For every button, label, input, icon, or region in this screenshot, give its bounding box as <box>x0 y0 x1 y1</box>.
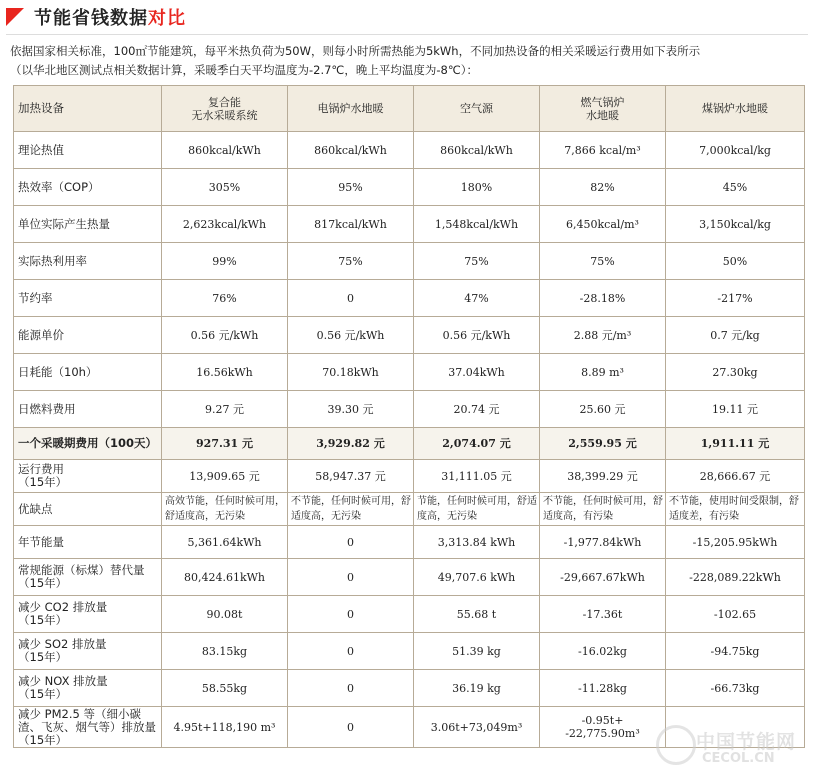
table-cell: -66.73kg <box>666 670 805 707</box>
table-cell: 3,929.82 元 <box>288 428 414 460</box>
table-cell: 49,707.6 kWh <box>414 559 540 596</box>
table-cell: 0 <box>288 280 414 317</box>
table-cell: 58,947.37 元 <box>288 460 414 493</box>
table-row <box>14 206 805 243</box>
table-cell: 38,399.29 元 <box>540 460 666 493</box>
header-cell-device: 电锅炉水地暖 <box>288 86 414 132</box>
row-label: 热效率（COP） <box>14 169 162 206</box>
table-cell: -228,089.22kWh <box>666 559 805 596</box>
intro-line-2: （以华北地区测试点相关数据计算，采暖季白天平均温度为-2.7℃，晚上平均温度为-8℃）： <box>10 63 478 77</box>
table-row <box>14 169 805 206</box>
table-row <box>14 460 805 493</box>
comparison-table <box>13 85 805 748</box>
table-cell: 0.56 元/kWh <box>288 317 414 354</box>
table-cell: 37.04kWh <box>414 354 540 391</box>
table-cell: 305% <box>162 169 288 206</box>
table-cell: 76% <box>162 280 288 317</box>
table-cell: 3,150kcal/kg <box>666 206 805 243</box>
table-cell: 817kcal/kWh <box>288 206 414 243</box>
row-label: 实际热利用率 <box>14 243 162 280</box>
table-cell: 2.88 元/m³ <box>540 317 666 354</box>
table-cell: 860kcal/kWh <box>414 132 540 169</box>
row-label: 一个采暖期费用（100天） <box>14 428 162 460</box>
table-cell: 0 <box>288 596 414 633</box>
table-cell: 55.68 t <box>414 596 540 633</box>
row-label: 理论热值 <box>14 132 162 169</box>
table-cell: 13,909.65 元 <box>162 460 288 493</box>
table-cell: 36.19 kg <box>414 670 540 707</box>
table-cell: -15,205.95kWh <box>666 526 805 559</box>
watermark-logo <box>656 721 806 773</box>
table-cell: 不节能，使用时间受限制，舒适度差，有污染 <box>666 493 805 526</box>
table-cell: 9.27 元 <box>162 391 288 428</box>
table-cell: 3,313.84 kWh <box>414 526 540 559</box>
table-cell: 39.30 元 <box>288 391 414 428</box>
table-cell: 16.56kWh <box>162 354 288 391</box>
table-cell: -11.28kg <box>540 670 666 707</box>
table-cell: 99% <box>162 243 288 280</box>
table-cell: 50% <box>666 243 805 280</box>
triangle-marker-icon <box>6 8 24 26</box>
table-cell: 70.18kWh <box>288 354 414 391</box>
table-row <box>14 354 805 391</box>
table-cell: -1,977.84kWh <box>540 526 666 559</box>
table-cell: 4.95t+118,190 m³ <box>162 707 288 748</box>
table-row <box>14 493 805 526</box>
header-cell-label: 加热设备 <box>14 86 162 132</box>
table-cell: 51.39 kg <box>414 633 540 670</box>
table-cell: -17.36t <box>540 596 666 633</box>
table-cell: 不节能，任何时候可用，舒适度高，无污染 <box>288 493 414 526</box>
table-cell: 0 <box>288 707 414 748</box>
table-cell: 95% <box>288 169 414 206</box>
table-cell: 25.60 元 <box>540 391 666 428</box>
table-cell: 不节能，任何时候可用，舒适度高，有污染 <box>540 493 666 526</box>
table-row <box>14 670 805 707</box>
table-cell: 0 <box>288 633 414 670</box>
table-cell: 90.08t <box>162 596 288 633</box>
table-cell: 75% <box>414 243 540 280</box>
title-accent: 对比 <box>148 8 186 29</box>
table-cell: 0.7 元/kg <box>666 317 805 354</box>
watermark-url: CECOL.CN <box>702 751 775 766</box>
table-cell: 1,548kcal/kWh <box>414 206 540 243</box>
table-cell: 5,361.64kWh <box>162 526 288 559</box>
table-cell: 0 <box>288 526 414 559</box>
table-row <box>14 596 805 633</box>
table-cell: 75% <box>288 243 414 280</box>
table-cell: 83.15kg <box>162 633 288 670</box>
row-label: 运行费用 （15年） <box>14 460 162 493</box>
table-cell: 80,424.61kWh <box>162 559 288 596</box>
row-label: 常规能源（标煤）替代量（15年） <box>14 559 162 596</box>
row-label: 减少 NOX 排放量 （15年） <box>14 670 162 707</box>
row-label: 节约率 <box>14 280 162 317</box>
table-cell: 高效节能，任何时候可用，舒适度高，无污染 <box>162 493 288 526</box>
table-cell: 0.56 元/kWh <box>162 317 288 354</box>
intro-line-1: 依据国家相关标准，100㎡节能建筑，每平米热负荷为50W，则每小时所需热能为5kWh，不同加热设备的相关采暖运行费用如下表所示 <box>10 44 701 58</box>
title-divider <box>6 34 808 35</box>
table-cell: -16.02kg <box>540 633 666 670</box>
row-label: 优缺点 <box>14 493 162 526</box>
table-cell: 47% <box>414 280 540 317</box>
table-row <box>14 317 805 354</box>
row-label: 年节能量 <box>14 526 162 559</box>
table-cell: 1,911.11 元 <box>666 428 805 460</box>
table-header-row <box>14 86 805 132</box>
table-cell: 3.06t+73,049m³ <box>414 707 540 748</box>
table-cell: 28,666.67 元 <box>666 460 805 493</box>
table-row <box>14 280 805 317</box>
table-row <box>14 559 805 596</box>
header-cell-device: 空气源 <box>414 86 540 132</box>
intro-paragraph <box>10 42 810 80</box>
table-cell: 7,866 kcal/m³ <box>540 132 666 169</box>
table-cell: 58.55kg <box>162 670 288 707</box>
table-row <box>14 428 805 460</box>
table-cell: -217% <box>666 280 805 317</box>
header-cell-device: 燃气锅炉 水地暖 <box>540 86 666 132</box>
row-label: 减少 SO2 排放量 （15年） <box>14 633 162 670</box>
title-main: 节能省钱数据 <box>34 8 148 29</box>
table-row <box>14 243 805 280</box>
table-cell: 927.31 元 <box>162 428 288 460</box>
watermark-circle-icon <box>656 725 696 765</box>
section-title <box>6 4 186 30</box>
table-cell: 75% <box>540 243 666 280</box>
table-cell: 860kcal/kWh <box>162 132 288 169</box>
table-cell: -29,667.67kWh <box>540 559 666 596</box>
title-text <box>34 4 186 30</box>
table-cell: -102.65 <box>666 596 805 633</box>
table-cell: 0 <box>288 559 414 596</box>
row-label: 单位实际产生热量 <box>14 206 162 243</box>
row-label: 日耗能（10h） <box>14 354 162 391</box>
header-cell-device: 煤锅炉水地暖 <box>666 86 805 132</box>
table-cell: 2,074.07 元 <box>414 428 540 460</box>
table-cell: 19.11 元 <box>666 391 805 428</box>
table-cell: 20.74 元 <box>414 391 540 428</box>
table-cell: 27.30kg <box>666 354 805 391</box>
table-cell: 6,450kcal/m³ <box>540 206 666 243</box>
table-row <box>14 633 805 670</box>
table-row <box>14 526 805 559</box>
table-cell: 860kcal/kWh <box>288 132 414 169</box>
table-cell: 2,559.95 元 <box>540 428 666 460</box>
table-cell: 节能，任何时候可用，舒适度高，无污染 <box>414 493 540 526</box>
table-cell: 45% <box>666 169 805 206</box>
row-label: 能源单价 <box>14 317 162 354</box>
watermark-text: 中国节能网 <box>696 731 797 753</box>
table-cell: 7,000kcal/kg <box>666 132 805 169</box>
row-label: 减少 CO2 排放量 （15年） <box>14 596 162 633</box>
table-cell: 0 <box>288 670 414 707</box>
table-row <box>14 391 805 428</box>
table-cell: 2,623kcal/kWh <box>162 206 288 243</box>
table-cell: 0.56 元/kWh <box>414 317 540 354</box>
table-cell: 8.89 m³ <box>540 354 666 391</box>
table-row <box>14 132 805 169</box>
table-cell: 82% <box>540 169 666 206</box>
table-cell: 180% <box>414 169 540 206</box>
table-cell: 31,111.05 元 <box>414 460 540 493</box>
header-cell-device: 复合能 无水采暖系统 <box>162 86 288 132</box>
row-label: 减少 PM2.5 等（细小碳渣、飞灰、烟气等）排放量（15年） <box>14 707 162 748</box>
table-cell: -94.75kg <box>666 633 805 670</box>
table-cell: -28.18% <box>540 280 666 317</box>
row-label: 日燃料费用 <box>14 391 162 428</box>
table-cell: -0.95t+ -22,775.90m³ <box>540 707 666 748</box>
